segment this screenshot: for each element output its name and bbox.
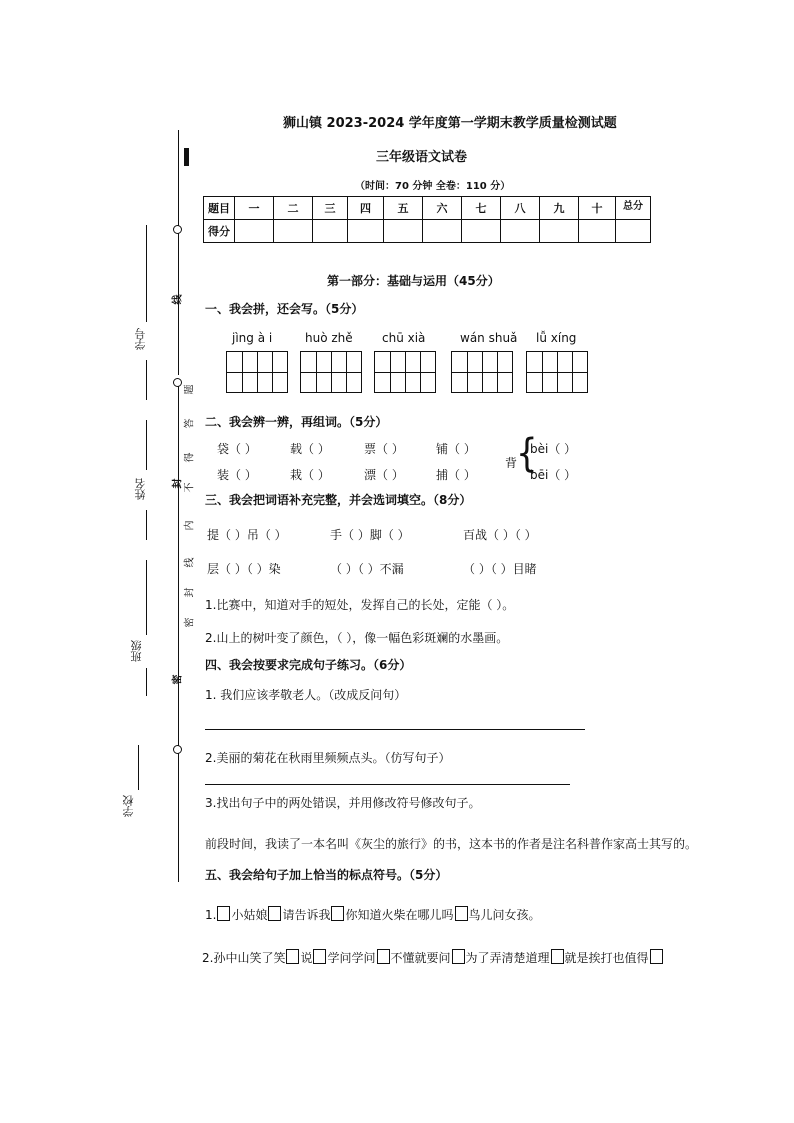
q2-title: 二、我会辨一辨，再组词。（5分） — [205, 415, 388, 429]
q4-question: 3.找出句子中的两处错误，并用修改符号修改句子。 — [205, 796, 481, 810]
punct-box[interactable] — [377, 949, 390, 964]
writing-grid[interactable] — [374, 351, 436, 393]
pinyin: jìng à i — [232, 331, 273, 345]
score-col-header: 五 — [384, 197, 423, 220]
score-col-header: 十 — [579, 197, 616, 220]
answer-line[interactable] — [205, 784, 570, 785]
pinyin: chū xià — [382, 331, 426, 345]
student-no-field[interactable] — [146, 360, 147, 400]
score-table — [203, 196, 651, 243]
q5-prefix: 2. — [202, 951, 214, 965]
q1-title: 一、我会拼，还会写。（5分） — [205, 302, 364, 316]
q5-part: 你知道火柴在哪儿吗 — [345, 908, 454, 922]
punct-box[interactable] — [650, 949, 663, 964]
writing-grid[interactable] — [526, 351, 588, 393]
answer-line[interactable] — [205, 729, 585, 730]
score-cell[interactable] — [462, 220, 501, 243]
score-col-header: 七 — [462, 197, 501, 220]
q5-part: 说 — [300, 951, 313, 965]
q5-part: 小姑娘 — [231, 908, 268, 922]
binding-mark — [184, 148, 189, 166]
q2-item[interactable]: 捕（ ） — [436, 468, 476, 482]
class-field[interactable] — [146, 560, 147, 635]
seal-char: 不 — [184, 482, 196, 493]
score-cell[interactable] — [616, 220, 651, 243]
score-cell[interactable] — [579, 220, 616, 243]
q5-part: 为了弄清楚道理 — [465, 951, 550, 965]
q5-part: 就是挨打也值得 — [564, 951, 649, 965]
seal-char: 内 — [184, 520, 196, 531]
pinyin: wán shuǎ — [460, 331, 518, 345]
writing-grid[interactable] — [300, 351, 362, 393]
idiom-item[interactable]: （ ）（ ）目睹 — [463, 562, 537, 576]
name-field[interactable] — [146, 510, 147, 540]
q2-item[interactable]: 漂（ ） — [364, 468, 404, 482]
exam-subtitle: 三年级语文试卷 — [376, 150, 468, 165]
score-col-header: 四 — [348, 197, 384, 220]
seal-char: 密 — [172, 674, 184, 685]
q5-prefix: 1. — [205, 908, 217, 922]
q5-part: 学问学问 — [327, 951, 376, 965]
binding-hole — [173, 745, 182, 754]
idiom-item[interactable]: 提（ ）吊（ ） — [207, 528, 287, 542]
score-col-header: 总分 — [616, 197, 651, 220]
punct-box[interactable] — [217, 906, 230, 921]
q2-item[interactable]: 装（ ） — [217, 468, 257, 482]
idiom-item[interactable]: 层（ ）（ ）染 — [207, 562, 281, 576]
score-col-header: 九 — [540, 197, 579, 220]
idiom-item[interactable]: （ ）（ ）不漏 — [330, 562, 404, 576]
class-field[interactable] — [146, 668, 147, 696]
school-label: 学校 — [122, 795, 135, 817]
score-row-label: 题目 — [204, 197, 235, 220]
seal-char: 封 — [172, 478, 184, 489]
bei-item[interactable]: bèi（ ） — [530, 442, 577, 456]
q4-error-sentence[interactable]: 前段时间，我读了一本名叫《灰尘的旅行》的书，这本书的作者是注名科普作家高士其写的。 — [205, 837, 698, 851]
binding-line — [178, 752, 179, 882]
seal-char: 得 — [184, 452, 196, 463]
seal-char: 题 — [184, 384, 196, 395]
punct-box[interactable] — [313, 949, 326, 964]
idiom-item[interactable]: 手（ ）脚（ ） — [330, 528, 410, 542]
student-no-field[interactable] — [146, 225, 147, 322]
bei-char: 背 — [505, 456, 518, 470]
score-col-header: 六 — [423, 197, 462, 220]
punct-box[interactable] — [551, 949, 564, 964]
q3-sentence[interactable]: 1.比赛中，知道对手的短处，发挥自己的长处，定能（ ）。 — [205, 598, 515, 612]
pinyin: lǚ xíng — [536, 331, 577, 345]
q5-sentence-1 — [205, 906, 541, 923]
q4-title: 四、我会按要求完成句子练习。（6分） — [205, 658, 412, 672]
score-col-header: 三 — [313, 197, 348, 220]
q2-item[interactable]: 袋（ ） — [217, 442, 257, 456]
punct-box[interactable] — [286, 949, 299, 964]
q2-item[interactable]: 铺（ ） — [436, 442, 476, 456]
q5-part: 鸟儿问女孩。 — [468, 908, 541, 922]
brace-icon: { — [516, 431, 538, 477]
seal-char: 线 — [184, 557, 196, 568]
q4-question: 1. 我们应该孝敬老人。（改成反问句） — [205, 688, 407, 702]
score-col-header: 一 — [235, 197, 274, 220]
pinyin: huò zhě — [305, 331, 353, 345]
score-cell[interactable] — [540, 220, 579, 243]
score-cell[interactable] — [235, 220, 274, 243]
score-row-label: 得分 — [204, 220, 235, 243]
student-no-label: 学号 — [134, 328, 147, 350]
writing-grid[interactable] — [451, 351, 513, 393]
score-cell[interactable] — [384, 220, 423, 243]
score-header-row — [204, 197, 651, 220]
writing-grid[interactable] — [226, 351, 288, 393]
name-field[interactable] — [146, 420, 147, 470]
school-field[interactable] — [138, 745, 139, 790]
punct-box[interactable] — [268, 906, 281, 921]
binding-hole — [173, 225, 182, 234]
q4-question: 2.美丽的菊花在秋雨里频频点头。（仿写句子） — [205, 751, 451, 765]
score-cell[interactable] — [274, 220, 313, 243]
name-label: 姓名 — [134, 478, 147, 500]
q2-item[interactable]: 票（ ） — [364, 442, 404, 456]
q5-part: 不懂就要问 — [390, 951, 451, 965]
exam-meta: （时间：70 分钟 全卷：110 分） — [355, 181, 511, 192]
idiom-item[interactable]: 百战（ ）（ ） — [463, 528, 537, 542]
score-cell[interactable] — [501, 220, 540, 243]
binding-line — [178, 130, 179, 230]
part1-title: 第一部分：基础与运用（45分） — [327, 274, 500, 288]
seal-char: 答 — [184, 418, 196, 429]
q5-part: 请告诉我 — [282, 908, 331, 922]
q2-item[interactable]: 载（ ） — [290, 442, 330, 456]
score-cell[interactable] — [423, 220, 462, 243]
seal-char: 密 — [184, 617, 196, 628]
score-col-header: 八 — [501, 197, 540, 220]
class-label: 班级 — [130, 640, 143, 662]
q5-sentence-2 — [202, 949, 664, 966]
bei-item[interactable]: bēi（ ） — [530, 468, 577, 482]
q5-part: 孙中山笑了笑 — [213, 951, 286, 965]
score-value-row — [204, 220, 651, 243]
score-cell[interactable] — [348, 220, 384, 243]
q3-title: 三、我会把词语补充完整，并会选词填空。（8分） — [205, 493, 472, 507]
q3-sentence[interactable]: 2.山上的树叶变了颜色，（ ），像一幅色彩斑斓的水墨画。 — [205, 631, 509, 645]
q2-item[interactable]: 栽（ ） — [290, 468, 330, 482]
seal-char: 封 — [184, 587, 196, 598]
punct-box[interactable] — [455, 906, 468, 921]
q5-title: 五、我会给句子加上恰当的标点符号。（5分） — [205, 868, 448, 882]
binding-line — [178, 386, 179, 746]
score-cell[interactable] — [313, 220, 348, 243]
punct-box[interactable] — [452, 949, 465, 964]
punct-box[interactable] — [331, 906, 344, 921]
score-col-header: 二 — [274, 197, 313, 220]
exam-title: 狮山镇 2023-2024 学年度第一学期末教学质量检测试题 — [283, 116, 617, 131]
seal-char: 线 — [172, 294, 184, 305]
